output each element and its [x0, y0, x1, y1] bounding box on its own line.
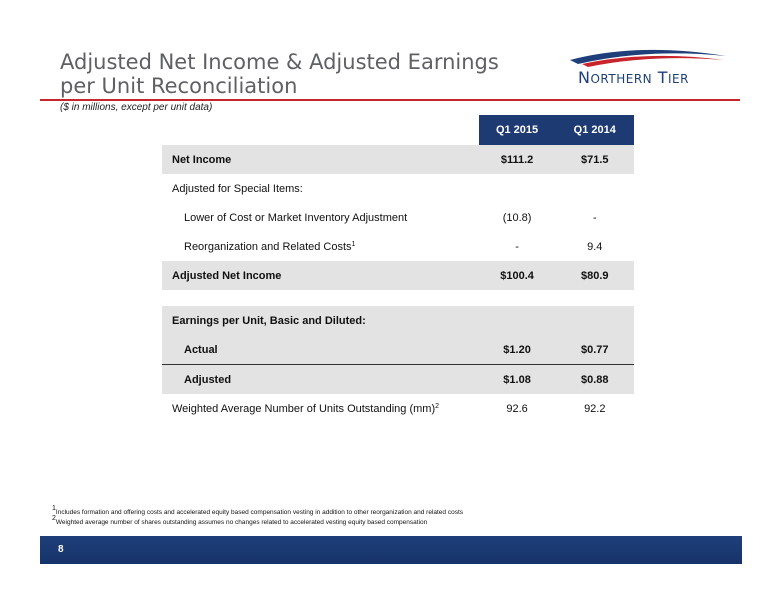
- table-row: [162, 261, 634, 290]
- table-row: [162, 365, 634, 395]
- cell-value: $100.4: [479, 261, 556, 290]
- reconciliation-table: [162, 115, 634, 423]
- table-row: [162, 335, 634, 365]
- cell-value: $71.5: [556, 145, 634, 174]
- footnote-2: $^2$Weighted average number of shares outstanding assumes no changes related to accelerated vesting equity based compensation: [52, 515, 428, 526]
- row-label: Net Income: [162, 145, 479, 174]
- row-label: Weighted Average Number of Units Outstanding (mm)$^2$: [172, 402, 440, 415]
- cell-value: $111.2: [479, 145, 556, 174]
- footnote-1: $^1$Includes formation and offering costs and accelerated equity based compensation vesting in addition to other reorganization and related costs: [52, 505, 464, 516]
- footer-bar: [40, 536, 742, 564]
- logo-wordmark: NORTHERN TIER: [578, 68, 689, 87]
- table-row: [162, 174, 634, 203]
- cell-value: 92.6: [506, 402, 528, 415]
- cell-value: 9.4: [587, 240, 603, 253]
- cell-value: -: [592, 211, 597, 224]
- table-row: [162, 203, 634, 232]
- row-label: Adjusted Net Income: [162, 261, 479, 290]
- row-label: Earnings per Unit, Basic and Diluted:: [162, 306, 479, 335]
- table-header-row: [162, 115, 634, 145]
- page-title: [60, 50, 499, 98]
- title-divider: [40, 99, 740, 101]
- cell-value: $80.9: [556, 261, 634, 290]
- row-label: Actual: [162, 335, 479, 365]
- footnote-marker: 1: [351, 240, 356, 248]
- table-spacer: [162, 290, 634, 306]
- page-title-line2: per Unit Reconciliation: [60, 74, 298, 98]
- footnotes: [52, 505, 464, 528]
- cell-value: 92.2: [584, 402, 606, 415]
- cell-value: -: [515, 240, 519, 253]
- row-label: Reorganization and Related Costs$^1$: [184, 240, 356, 253]
- cell-value: (10.8): [502, 211, 532, 224]
- cell-value: $0.88: [556, 365, 634, 395]
- row-label: Adjusted for Special Items:: [172, 182, 303, 195]
- row-label: Lower of Cost or Market Inventory Adjustment: [184, 211, 408, 224]
- cell-value: $1.08: [479, 365, 556, 395]
- column-header-q1-2014: Q1 2014: [556, 115, 634, 145]
- cell-value: $1.20: [479, 335, 556, 365]
- column-header-q1-2015: Q1 2015: [479, 115, 556, 145]
- page-title-line1: Adjusted Net Income & Adjusted Earnings: [60, 50, 499, 74]
- table-row: [162, 145, 634, 174]
- page-number: 8: [58, 544, 64, 555]
- units-note: ($ in millions, except per unit data): [60, 102, 213, 113]
- row-label: Adjusted: [162, 365, 479, 395]
- footnote-marker: 2: [435, 402, 440, 410]
- cell-value: $0.77: [556, 335, 634, 365]
- table-row: [162, 394, 634, 423]
- table-row: [162, 306, 634, 335]
- table-row: [162, 232, 634, 261]
